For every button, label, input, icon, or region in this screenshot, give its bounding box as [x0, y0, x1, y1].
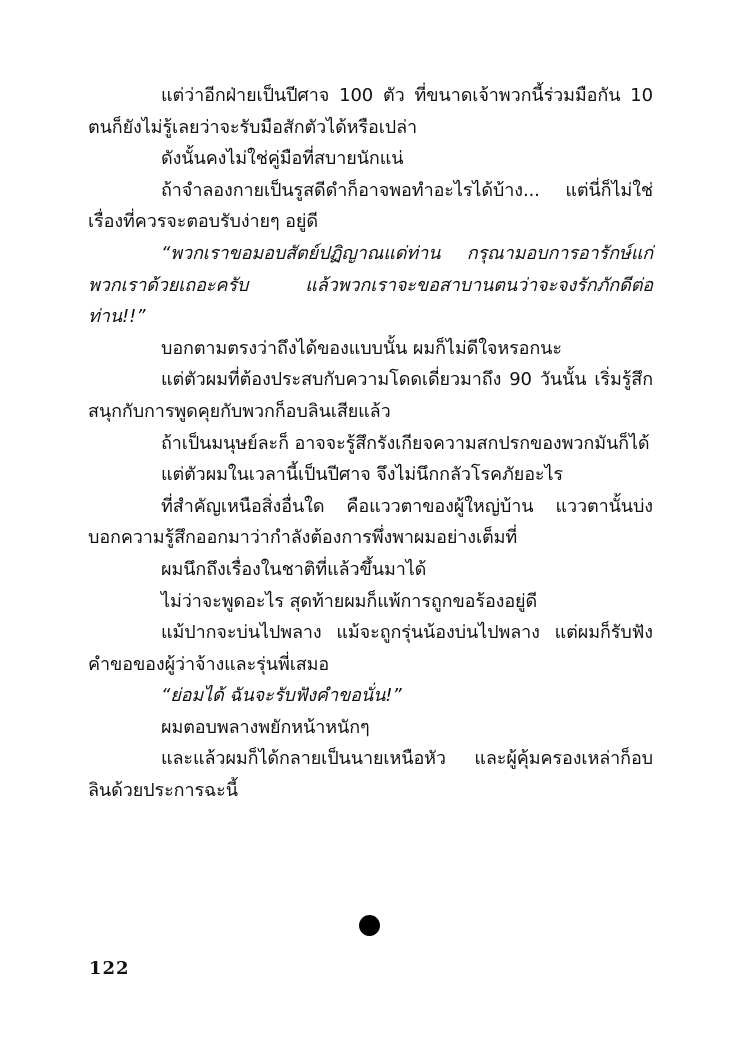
paragraph: บอกตามตรงว่าถึงได้ของแบบนั้น ผมก็ไม่ดีใจหรอกนะ — [161, 337, 562, 359]
paragraph: ผมตอบพลางพยักหน้าหนักๆ — [161, 716, 370, 738]
dialogue-paragraph: “ย่อมได้ ฉันจะรับฟังคำขอนั่น!” — [161, 685, 402, 707]
paragraph: แม้ปากจะบ่นไปพลาง แม้จะถูกรุ่นน้องบ่นไปพลาง แต่ผมก็รับฟังคำขอของผู้ว่าจ้างและรุ่นพี่เสมอ — [88, 622, 653, 675]
paragraph: แต่ตัวผมที่ต้องประสบกับความโดดเดี่ยวมาถึง 90 วันนั้น เริ่มรู้สึกสนุกกับการพูดคุยกับพวกก็อบลินเสียแล้ว — [88, 369, 653, 422]
dialogue-paragraph: “พวกเราขอมอบสัตย์ปฏิญาณแด่ท่าน กรุณามอบการอารักษ์แก่พวกเราด้วยเถอะครับ แล้วพวกเราจะขอสาบานตนว่าจะจงรักภักดีต่อท่าน!!” — [88, 242, 653, 328]
paragraph: ไม่ว่าจะพูดอะไร สุดท้ายผมก็แพ้การถูกขอร้องอยู่ดี — [161, 590, 538, 612]
paragraph: และแล้วผมก็ได้กลายเป็นนายเหนือหัว และผู้คุ้มครองเหล่าก็อบลินด้วยประการฉะนี้ — [88, 748, 653, 802]
page-body — [88, 80, 653, 807]
paragraph: ผมนึกถึงเรื่องในชาติที่แล้วขึ้นมาได้ — [161, 558, 427, 580]
page-number: 122 — [89, 958, 130, 979]
paragraph: แต่ตัวผมในเวลานี้เป็นปีศาจ จึงไม่นึกกลัวโรคภัยอะไร — [161, 464, 563, 486]
section-end-dot-icon — [359, 915, 380, 936]
paragraph: ดังนั้นคงไม่ใช่คู่มือที่สบายนักแน่ — [161, 148, 404, 170]
paragraph: ถ้าจำลองกายเป็นรูสดีดำก็อาจพอทำอะไรได้บ้าง... แต่นี่ก็ไม่ใช่เรื่องที่ควรจะตอบรับง่ายๆ อยู่ดี — [88, 179, 653, 233]
paragraph: ที่สำคัญเหนือสิ่งอื่นใด คือแววตาของผู้ใหญ่บ้าน แววตานั้นบ่งบอกความรู้สึกออกมาว่ากำลังต้องการพึ่งพาผมอย่างเต็มที่ — [88, 495, 653, 549]
paragraph: ถ้าเป็นมนุษย์ละก็ อาจจะรู้สึกรังเกียจความสกปรกของพวกมันก็ได้ — [161, 432, 650, 454]
paragraph: แต่ว่าอีกฝ่ายเป็นปีศาจ 100 ตัว ที่ขนาดเจ้าพวกนี้ร่วมมือกัน 10 ตนก็ยังไม่รู้เลยว่าจะรับมือสักตัวได้หรือเปล่า — [88, 85, 653, 138]
